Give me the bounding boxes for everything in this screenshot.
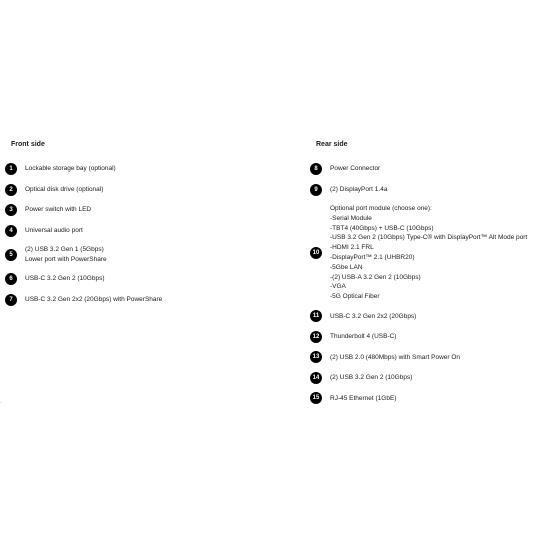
number-badge: 10 [310,247,322,259]
port-description [330,394,396,404]
port-description-line: -HDMI 2.1 FRL [330,244,374,252]
rear-side-section [310,140,538,413]
port-item [5,225,295,237]
number-badge: 2 [5,184,17,196]
port-item [310,204,538,302]
port-description-line: Optional port module (choose one): [330,205,432,212]
port-description-line: Power Connector [330,165,381,173]
port-description [25,164,116,174]
port-description-line: USB-C 3.2 Gen 2 (10Gbps) [25,275,105,283]
port-item [310,392,538,404]
port-item [5,273,295,285]
port-item [310,372,538,384]
port-item [5,184,295,196]
port-item [310,184,538,196]
port-description-line: -TBT4 (40Gbps) + USB-C (10Gbps) [330,224,434,232]
port-item [310,331,538,343]
number-badge: 1 [5,163,17,175]
port-description-line: USB-C 3.2 Gen 2x2 (20Gbps) with PowerShare [25,295,163,303]
port-description-line: Universal audio port [25,226,83,234]
port-description-line: RJ-45 Ethernet (1GbE) [330,394,397,402]
port-description [330,204,527,302]
port-description-line: -USB 3.2 Gen 2 (10Gbps) Type-C® with DisplayPort™ Alt Mode port [330,234,528,242]
port-item [310,310,538,322]
port-description [330,353,460,363]
number-badge: 12 [310,331,322,343]
port-item [5,204,295,216]
port-description-line: Lower port with PowerShare [25,255,107,263]
port-description-line: USB-C 3.2 Gen 2x2 (20Gbps) [330,312,417,320]
number-badge: 7 [5,294,17,306]
rear-side-title: Rear side [316,141,348,148]
port-description-line: Thunderbolt 4 (USB-C) [330,333,397,341]
number-badge: 5 [5,249,17,261]
number-badge: 13 [310,351,322,363]
port-description-line: (2) USB 2.0 (480Mbps) with Smart Power On [330,353,461,361]
port-description-line: -DisplayPort™ 2.1 (UHBR20) [330,253,415,261]
port-description-line: (2) DisplayPort 1.4a [330,185,388,193]
port-description [25,226,83,236]
number-badge: 6 [5,273,17,285]
port-description-line: Power switch with LED [25,206,92,214]
port-description-line: -5G Optical Fiber [330,293,380,301]
rear-port-list [310,163,538,404]
port-item [5,245,295,265]
port-description-line: -(2) USB-A 3.2 Gen 2 (10Gbps) [330,273,421,281]
number-badge: 11 [310,310,322,322]
port-description [25,205,91,215]
port-description [25,185,103,195]
front-side-title: Front side [11,141,45,148]
port-description [330,332,396,342]
port-description-line: (2) USB 3.2 Gen 2 (10Gbps) [330,374,413,382]
port-description [25,295,162,305]
number-badge: 8 [310,163,322,175]
edge-mark: - [0,400,2,406]
number-badge: 9 [310,184,322,196]
port-description-line: -Serial Module [330,214,372,222]
port-description-line: (2) USB 3.2 Gen 1 (5Gbps) [25,246,104,253]
port-description [330,185,387,195]
port-description [25,274,104,284]
port-description [330,373,412,383]
port-description-line: Lockable storage bay (optional) [25,165,116,173]
number-badge: 3 [5,204,17,216]
port-item [310,163,538,175]
port-item [310,351,538,363]
port-item [5,163,295,175]
port-description-line: -VGA [330,283,346,291]
number-badge: 4 [5,225,17,237]
number-badge: 15 [310,392,322,404]
front-port-list [5,163,295,306]
port-description-line: Optical disk drive (optional) [25,185,104,193]
front-side-section [5,140,295,314]
port-description [25,245,107,265]
port-description [330,164,380,174]
port-item [5,294,295,306]
number-badge: 14 [310,372,322,384]
port-description [330,312,416,322]
port-description-line: -5Gbe LAN [330,263,363,271]
